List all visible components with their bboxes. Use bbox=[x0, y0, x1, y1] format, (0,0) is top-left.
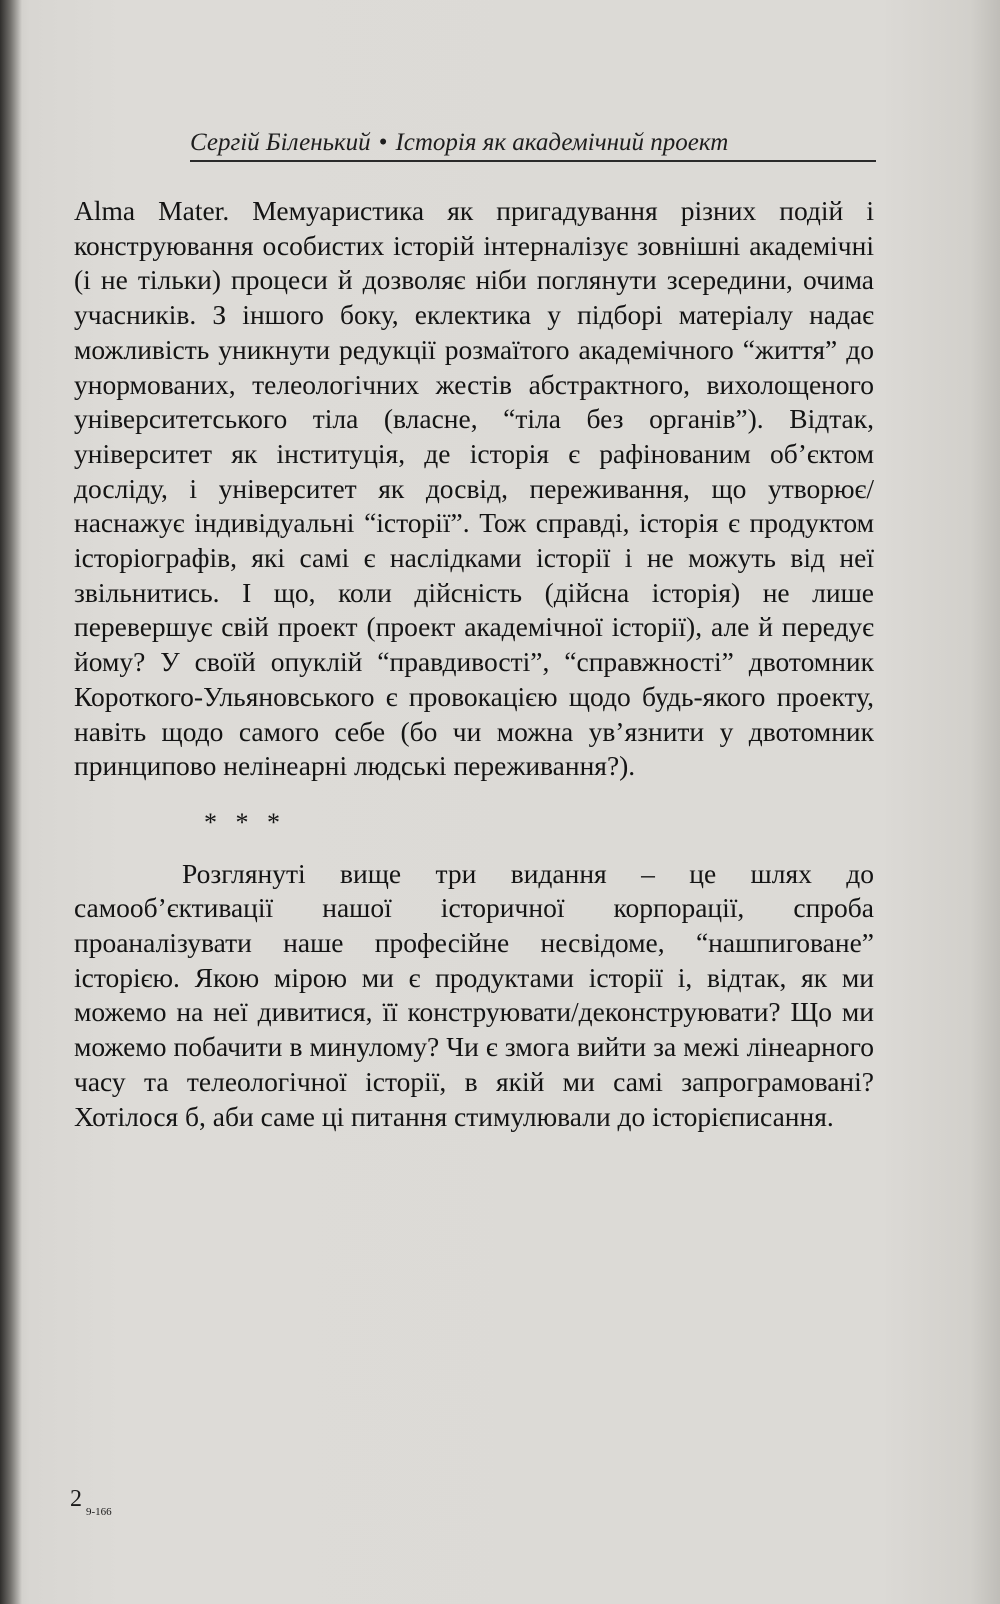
header-separator: • bbox=[378, 129, 388, 156]
paragraph-2: Розглянуті вище три видання – це шлях до самооб’єктивації нашої історичної корпорації, спроба проаналізувати наше професійне несвідоме, “нашпиговане” історією. Якою мірою ми є продуктами історії і, відтак, як ми можемо на неї дивитися, її конструювати/деконструювати? Що ми можемо побачити в минулому? Чи є змога вийти за межі лінеарного часу та телеологічної історії, в якій ми самі запрограмовані? Хотілося б, аби саме ці питання стимулювали до історієписання. bbox=[74, 857, 874, 1132]
running-header bbox=[190, 126, 876, 162]
page-number: 2 bbox=[70, 1486, 82, 1512]
header-author: Сергій Біленький bbox=[190, 129, 371, 156]
section-separator: * * * bbox=[204, 807, 286, 837]
paragraph-1: Alma Mater. Мемуаристика як пригадування різних подій і конструювання особистих історій інтерналізує зовнішні академічні (і не тільки) процеси й дозволяє ніби поглянути зсередини, очима учасників. З іншого боку, еклектика у підборі матеріалу надає можливість уникнути редукції розмаїтого академічного “життя” до унормованих, телеологічних жестів абстрактного, вихолощеного університетського тіла (власне, “тіла без органів”). Відтак, університет як інституція, де історія є рафінованим об’єктом досліду, і університет як досвід, переживання, що утворює/наснажує індивідуальні “історії”. Тож справді, історія є продуктом історіографів, які самі є наслідками історії і не можуть від неї звільнитись. І що, коли дійсність (дійсна історія) не лише перевершує свій проект (проект академічної історії), але й передує йому? У своїй опуклій “правдивості”, “справжності” двотомник Короткого-Ульяновського є провокацією щодо будь-якого проекту, навіть щодо самого себе (бо чи можна ув’язнити у двотомник принципово нелінеарні людські переживання?). bbox=[74, 195, 874, 782]
printer-signature-mark: 9-166 bbox=[86, 1506, 112, 1518]
binding-shadow bbox=[0, 0, 22, 1604]
main-text bbox=[74, 194, 874, 1134]
header-title: Історія як академічний проект bbox=[395, 129, 729, 156]
